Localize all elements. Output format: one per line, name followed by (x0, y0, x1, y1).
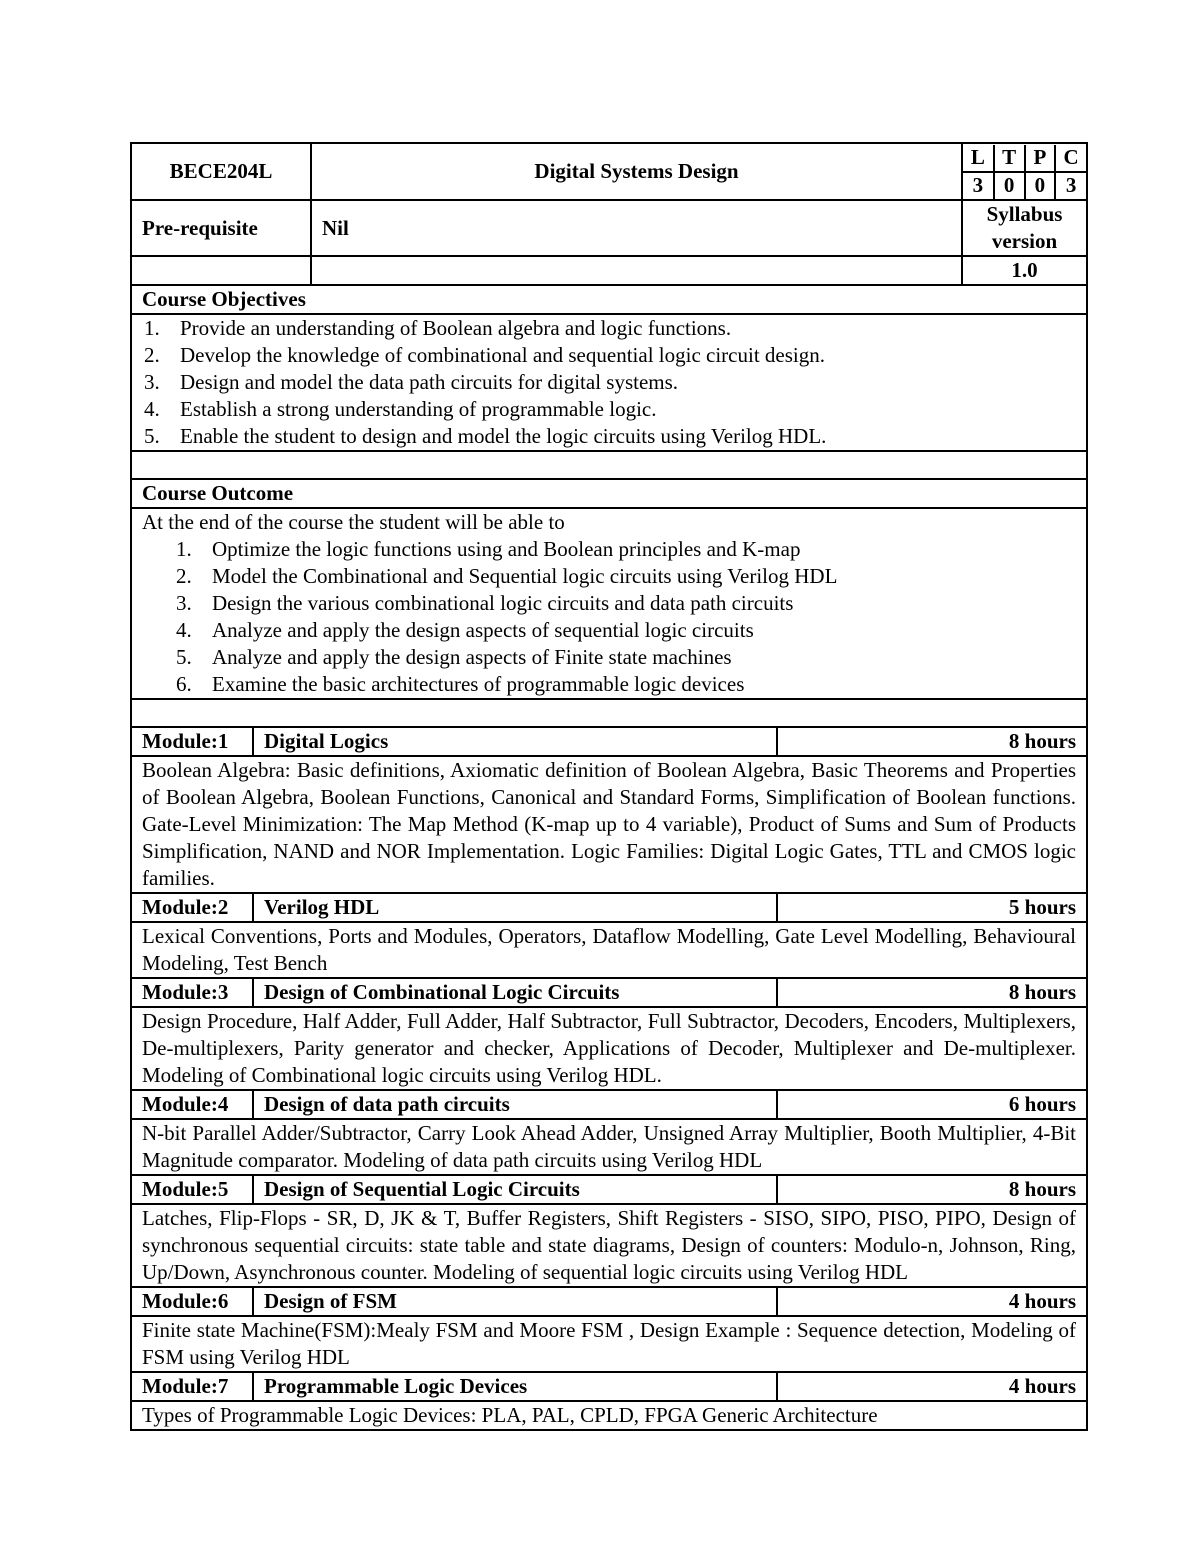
list-item (142, 563, 1076, 590)
module-content: Finite state Machine(FSM):Mealy FSM and Moore FSM , Design Example : Sequence detection, Modeling of FSM using Verilog HDL (131, 1316, 1087, 1372)
list-item-text: Examine the basic architectures of programmable logic devices (212, 672, 745, 696)
list-item-number: 3. (176, 591, 192, 615)
module-title: Design of Combinational Logic Circuits (253, 978, 777, 1007)
empty-cell (311, 256, 962, 285)
module-header-row (131, 1175, 1087, 1204)
prereq-label: Pre-requisite (131, 200, 311, 256)
ltpc-cell (962, 143, 1087, 200)
course-code: BECE204L (131, 143, 311, 200)
ltpc-table (963, 145, 1086, 199)
outcome-intro: At the end of the course the student will be able to (142, 510, 565, 534)
module-content: Types of Programmable Logic Devices: PLA, PAL, CPLD, FPGA Generic Architecture (131, 1401, 1087, 1430)
ltpc-label-t: T (994, 145, 1025, 172)
module-hours: 5 hours (777, 893, 1087, 922)
syllabus-table (130, 142, 1088, 1431)
module-content-row (131, 1204, 1087, 1287)
module-label: Module:4 (131, 1090, 253, 1119)
module-hours: 4 hours (777, 1372, 1087, 1401)
module-header-row (131, 893, 1087, 922)
objectives-list (142, 315, 1076, 450)
module-content: Design Procedure, Half Adder, Full Adder, Half Subtractor, Full Subtractor, Decoders, Encoders, Multiplexers, De-multiplexers, Parity generator and checker, Applications of Decoder, Multiplexer and De-multiplexer. Modeling of Combinational logic circuits using Verilog HDL. (131, 1007, 1087, 1090)
list-item-text: Develop the knowledge of combinational and sequential logic circuit design. (180, 343, 825, 367)
prereq-row (131, 200, 1087, 256)
list-item (142, 369, 1076, 396)
list-item-text: Analyze and apply the design aspects of Finite state machines (212, 645, 732, 669)
module-content: Lexical Conventions, Ports and Modules, Operators, Dataflow Modelling, Gate Level Modelling, Behavioural Modeling, Test Bench (131, 922, 1087, 978)
list-item (142, 536, 1076, 563)
spacer-row (131, 451, 1087, 479)
module-hours: 8 hours (777, 1175, 1087, 1204)
list-item-number: 1. (176, 537, 192, 561)
module-content-row (131, 1119, 1087, 1175)
module-label: Module:2 (131, 893, 253, 922)
list-item-text: Model the Combinational and Sequential logic circuits using Verilog HDL (212, 564, 838, 588)
list-item-number: 5. (144, 424, 160, 448)
module-content-row (131, 1316, 1087, 1372)
module-title: Programmable Logic Devices (253, 1372, 777, 1401)
list-item (142, 590, 1076, 617)
list-item-text: Establish a strong understanding of programmable logic. (180, 397, 657, 421)
module-title: Design of FSM (253, 1287, 777, 1316)
objectives-heading: Course Objectives (131, 285, 1087, 314)
list-item-number: 4. (144, 397, 160, 421)
list-item (142, 671, 1076, 698)
module-header-row (131, 978, 1087, 1007)
module-hours: 8 hours (777, 978, 1087, 1007)
module-label: Module:3 (131, 978, 253, 1007)
ltpc-value-t: 0 (994, 172, 1025, 199)
list-item (142, 644, 1076, 671)
list-item (142, 396, 1076, 423)
ltpc-label-l: L (963, 145, 994, 172)
list-item-text: Enable the student to design and model the logic circuits using Verilog HDL. (180, 424, 827, 448)
objectives-heading-row (131, 285, 1087, 314)
modules-section (131, 727, 1087, 1430)
list-item-number: 3. (144, 370, 160, 394)
module-content-row (131, 1007, 1087, 1090)
module-title: Design of Sequential Logic Circuits (253, 1175, 777, 1204)
module-content: Latches, Flip-Flops - SR, D, JK & T, Buffer Registers, Shift Registers - SISO, SIPO, PISO, PIPO, Design of synchronous sequential circuits: state table and state diagrams, Design of counters: Modulo-n, Johnson, Ring, Up/Down, Asynchronous counter. Modeling of sequential logic circuits using Verilog HDL (131, 1204, 1087, 1287)
list-item-text: Provide an understanding of Boolean algebra and logic functions. (180, 316, 732, 340)
header-row (131, 143, 1087, 200)
module-hours: 8 hours (777, 727, 1087, 756)
outcome-cell (131, 508, 1087, 699)
module-content: Boolean Algebra: Basic definitions, Axiomatic definition of Boolean Algebra, Basic Theorems and Properties of Boolean Algebra, Boolean Functions, Canonical and Standard Forms, Simplification of Boolean functions. Gate-Level Minimization: The Map Method (K-map up to 4 variable), Product of Sums and Sum of Products Simplification, NAND and NOR Implementation. Logic Families: Digital Logic Gates, TTL and CMOS logic families. (131, 756, 1087, 893)
list-item (142, 342, 1076, 369)
module-hours: 4 hours (777, 1287, 1087, 1316)
module-title: Design of data path circuits (253, 1090, 777, 1119)
course-title: Digital Systems Design (311, 143, 962, 200)
list-item-text: Optimize the logic functions using and Boolean principles and K-map (212, 537, 801, 561)
module-label: Module:1 (131, 727, 253, 756)
empty-cell (131, 256, 311, 285)
list-item (142, 315, 1076, 342)
module-content-row (131, 922, 1087, 978)
spacer-row (131, 699, 1087, 727)
module-title: Digital Logics (253, 727, 777, 756)
list-item-number: 1. (144, 316, 160, 340)
module-label: Module:6 (131, 1287, 253, 1316)
outcome-list (142, 536, 1076, 698)
outcome-heading: Course Outcome (131, 479, 1087, 508)
ltpc-label-c: C (1055, 145, 1086, 172)
objectives-row (131, 314, 1087, 451)
prereq-value: Nil (311, 200, 962, 256)
module-label: Module:7 (131, 1372, 253, 1401)
syllabus-version-value: 1.0 (962, 256, 1087, 285)
module-header-row (131, 1287, 1087, 1316)
module-header-row (131, 1372, 1087, 1401)
module-content: N-bit Parallel Adder/Subtractor, Carry Look Ahead Adder, Unsigned Array Multiplier, Booth Multiplier, 4-Bit Magnitude comparator. Modeling of data path circuits using Verilog HDL (131, 1119, 1087, 1175)
ltpc-value-c: 3 (1055, 172, 1086, 199)
version-row (131, 256, 1087, 285)
list-item (142, 423, 1076, 450)
syllabus-version-label: Syllabus version (962, 200, 1087, 256)
list-item-number: 2. (176, 564, 192, 588)
list-item-text: Design the various combinational logic circuits and data path circuits (212, 591, 794, 615)
ltpc-value-l: 3 (972, 173, 984, 197)
syllabus-page (130, 142, 1086, 1431)
module-title: Verilog HDL (253, 893, 777, 922)
list-item-number: 4. (176, 618, 192, 642)
list-item-text: Design and model the data path circuits for digital systems. (180, 370, 679, 394)
module-label: Module:5 (131, 1175, 253, 1204)
ltpc-value-p: 0 (1025, 172, 1056, 199)
module-header-row (131, 1090, 1087, 1119)
list-item-number: 5. (176, 645, 192, 669)
list-item (142, 617, 1076, 644)
list-item-number: 2. (144, 343, 160, 367)
module-header-row (131, 727, 1087, 756)
module-content-row (131, 1401, 1087, 1430)
list-item-text: Analyze and apply the design aspects of sequential logic circuits (212, 618, 754, 642)
outcome-row (131, 508, 1087, 699)
outcome-heading-row (131, 479, 1087, 508)
ltpc-label-p: P (1025, 145, 1056, 172)
module-content-row (131, 756, 1087, 893)
objectives-cell (131, 314, 1087, 451)
list-item-number: 6. (176, 672, 192, 696)
module-hours: 6 hours (777, 1090, 1087, 1119)
